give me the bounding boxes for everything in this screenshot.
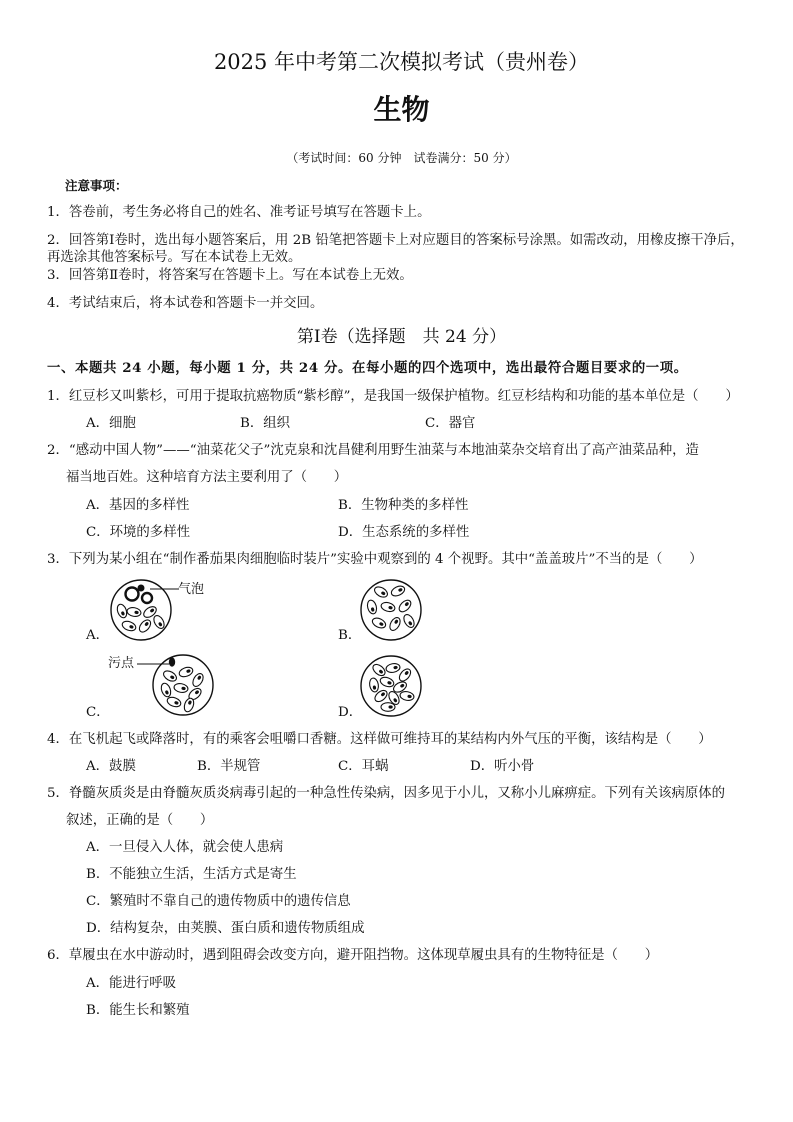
question-5-option-c: C．繁殖时不靠自己的遗传物质中的遗传信息 — [86, 894, 351, 909]
stain-label: 污点 — [108, 656, 135, 671]
question-4-option-d: D．听小骨 — [470, 759, 535, 774]
question-5-option-d: D．结构复杂，由荚膜、蛋白质和遗传物质组成 — [86, 921, 365, 936]
exam-title: 2025 年中考第二次模拟考试（贵州卷） — [213, 50, 590, 74]
question-4-option-a: A．鼓膜 — [86, 759, 136, 774]
question-2-option-b: B．生物种类的多样性 — [338, 498, 469, 513]
notice-item-2-cont: 再选涂其他答案标号。写在本试卷上无效。 — [47, 250, 302, 265]
question-1-option-b: B．组织 — [240, 416, 291, 431]
notice-item-1: 1．答卷前，考生务必将自己的姓名、准考证号填写在答题卡上。 — [47, 205, 431, 220]
section-title: 第Ⅰ卷（选择题 共 24 分） — [296, 327, 507, 347]
notice-item-3: 3．回答第Ⅱ卷时，将答案写在答题卡上。写在本试卷上无效。 — [47, 268, 413, 283]
question-1-option-a: A．细胞 — [86, 416, 136, 431]
question-5-stem: 5．脊髓灰质炎是由脊髓灰质炎病毒引起的一种急性传染病，因多见于小儿，又称小儿麻痹症。下列有关该病原体的 — [47, 786, 726, 801]
section-instruction: 一、本题共 24 小题，每小题 1 分，共 24 分。在每小题的四个选项中，选出最符合题目要求的一项。 — [47, 360, 688, 376]
question-3-stem: 3．下列为某小组在“制作番茄果肉细胞临时装片”实验中观察到的 4 个视野。其中“盖盖玻片”不当的是（ ） — [47, 552, 703, 567]
stain-spot — [169, 657, 175, 666]
question-5-option-a: A．一旦侵入人体，就会使人患病 — [86, 840, 284, 855]
question-2-stem-cont: 福当地百姓。这种培育方法主要利用了（ ） — [66, 470, 348, 485]
question-4-option-b: B．半规管 — [197, 759, 261, 774]
question-4-option-c: C．耳蜗 — [338, 759, 389, 774]
microscope-field-a — [106, 577, 180, 643]
microscope-field-d — [359, 654, 423, 718]
bubble-label: 气泡 — [178, 582, 205, 597]
air-bubble — [142, 593, 152, 603]
question-1-stem: 1．红豆杉又叫紫杉，可用于提取抗癌物质“紫杉醇”，是我国一级保护植物。红豆杉结构和功能的基本单位是（ ） — [47, 389, 739, 404]
question-6-stem: 6．草履虫在水中游动时，遇到阻碍会改变方向，避开阻挡物。这体现草履虫具有的生物特征是（ ） — [47, 948, 659, 963]
exam-info: （考试时间：60 分钟 试卷满分：50 分） — [286, 151, 517, 165]
question-6-option-b: B．能生长和繁殖 — [86, 1003, 190, 1018]
question-2-option-d: D．生态系统的多样性 — [338, 525, 470, 540]
question-3-option-c: C． — [86, 705, 110, 720]
notice-heading: 注意事项： — [65, 178, 128, 193]
question-2-option-c: C．环境的多样性 — [86, 525, 190, 540]
cell — [381, 703, 395, 712]
question-2-stem: 2．“感动中国人物”——“油菜花父子”沈克泉和沈昌健利用野生油菜与本地油菜杂交培育出了高产油菜品种，造 — [47, 443, 699, 458]
question-4-stem: 4．在飞机起飞或降落时，有的乘客会咀嚼口香糖。这样做可维持耳的某结构内外气压的平衡，该结构是（ ） — [47, 732, 712, 747]
microscope-field-b — [359, 578, 423, 642]
air-bubble — [138, 585, 145, 592]
microscope-field-c — [136, 653, 216, 719]
subject-title: 生物 — [373, 93, 430, 126]
question-3-option-a: A． — [86, 628, 110, 643]
question-2-option-a: A．基因的多样性 — [86, 498, 190, 513]
question-5-stem-cont: 叙述，正确的是（ ） — [66, 813, 214, 828]
notice-item-2: 2．回答第Ⅰ卷时，选出每小题答案后，用 2B 铅笔把答题卡上对应题目的答案标号涂黑。如需改动，用橡皮擦干净后， — [47, 233, 744, 248]
question-1-option-c: C．器官 — [425, 416, 476, 431]
question-3-option-b: B． — [338, 628, 362, 643]
question-5-option-b: B．不能独立生活，生活方式是寄生 — [86, 867, 297, 882]
air-bubble — [126, 588, 139, 601]
question-6-option-a: A．能进行呼吸 — [86, 976, 177, 991]
question-3-option-d: D． — [338, 705, 363, 720]
notice-item-4: 4．考试结束后，将本试卷和答题卡一并交回。 — [47, 296, 324, 311]
